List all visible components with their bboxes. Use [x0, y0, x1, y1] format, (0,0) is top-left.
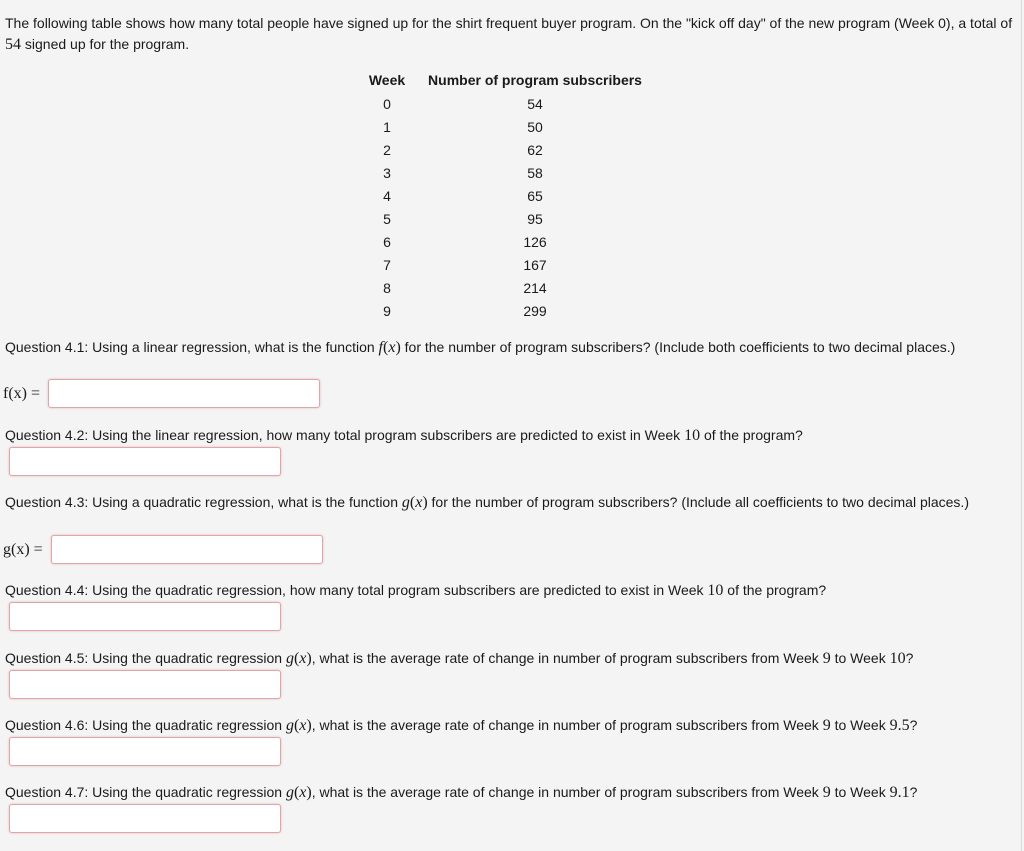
week-cell: 7: [383, 256, 391, 273]
week-cell: 0: [383, 95, 391, 112]
q2-week-number: 10: [684, 427, 701, 444]
question-4-1-answer-row: [3, 379, 320, 408]
question-4-7-text: [5, 782, 1010, 803]
q6-text-middle: , what is the average rate of change in number of program subscribers from Week: [311, 717, 823, 733]
question-4-4-text: [5, 580, 1010, 601]
q6-function-name: g: [285, 717, 294, 734]
question-4-3-text: [5, 492, 1010, 513]
question-4-6-text: [5, 715, 1010, 736]
intro-total-number: 54: [5, 36, 21, 53]
subscribers-cell: 95: [527, 210, 543, 227]
week-cell: 9: [383, 302, 391, 319]
q7-text-middle: , what is the average rate of change in number of program subscribers from Week: [311, 784, 823, 800]
intro-text-start: The following table shows how many total people have signed up for the shirt frequent buyer program. On the "kick off day" of the new program (Week 0), a total of: [5, 15, 1013, 31]
q7-text-start: Question 4.7: Using the quadratic regression: [5, 784, 286, 800]
q5-close-paren: ): [306, 650, 312, 667]
q7-function-name: g: [285, 784, 294, 801]
subscribers-cell: 58: [527, 164, 543, 181]
q7-to-week: 9.1: [889, 784, 910, 801]
q5-function-name: g: [285, 650, 294, 667]
q6-variable: x: [299, 717, 307, 734]
q1-variable: x: [388, 339, 396, 356]
table-row: [365, 92, 661, 115]
subscribers-cell: 54: [527, 95, 543, 112]
intro-paragraph: [5, 13, 1017, 55]
table-row: [365, 276, 661, 299]
question-4-5-text: [5, 648, 1010, 669]
question-4-3-answer-row: [3, 535, 323, 564]
table-row: [365, 253, 661, 276]
table-header-row: [365, 68, 661, 92]
q5-text-middle: , what is the average rate of change in number of program subscribers from Week: [311, 650, 823, 666]
f-of-x-label: f(x) =: [3, 384, 41, 402]
subscribers-column-header: Number of program subscribers: [428, 72, 642, 88]
week-cell: 5: [383, 210, 391, 227]
week-cell: 4: [383, 187, 391, 204]
intro-text-end: signed up for the program.: [21, 36, 190, 52]
q2-text-start: Question 4.2: Using the linear regression, how many total program subscribers are predicted to exist in Week: [5, 427, 685, 443]
q6-to-week: 9.5: [889, 717, 910, 734]
week-cell: 3: [383, 164, 391, 181]
week-cell: 8: [383, 279, 391, 296]
week-cell: 1: [383, 118, 391, 135]
subscribers-table: [365, 68, 661, 322]
q1-text-start: Question 4.1: Using a linear regression, what is the function: [5, 339, 375, 355]
q3-text-start: Question 4.3: Using a quadratic regression, what is the function: [5, 494, 402, 510]
q5-to-text: to Week: [830, 650, 890, 666]
question-4-2-answer-input[interactable]: [9, 447, 281, 476]
subscribers-cell: 62: [527, 141, 543, 158]
table-row: [365, 207, 661, 230]
q3-text-end: for the number of program subscribers? (Include all coefficients to two decimal places.): [427, 494, 969, 510]
table-row: [365, 161, 661, 184]
q7-close-paren: ): [306, 784, 312, 801]
q5-from-week: 9: [822, 650, 831, 667]
subscribers-cell: 50: [527, 118, 543, 135]
q6-text-start: Question 4.6: Using the quadratic regression: [5, 717, 286, 733]
q1-text-end: for the number of program subscribers? (Include both coefficients to two decimal places.): [400, 339, 956, 355]
q5-variable: x: [299, 650, 307, 667]
subscribers-cell: 167: [523, 256, 547, 273]
page-right-border: [1021, 0, 1022, 851]
q4-text-end: of the program?: [723, 582, 827, 598]
table-row: [365, 184, 661, 207]
q5-open-paren: (: [293, 650, 300, 667]
subscribers-cell: 65: [527, 187, 543, 204]
q6-text-end: ?: [909, 717, 918, 733]
question-4-7-answer-input[interactable]: [9, 804, 281, 833]
q4-week-number: 10: [707, 582, 724, 599]
q7-open-paren: (: [293, 784, 300, 801]
week-cell: 6: [383, 233, 391, 250]
subscribers-cell: 299: [523, 302, 547, 319]
table-row: [365, 230, 661, 253]
question-4-6-answer-input[interactable]: [9, 737, 281, 766]
q7-from-week: 9: [822, 784, 831, 801]
q6-from-week: 9: [822, 717, 831, 734]
q1-close-paren: ): [395, 339, 401, 356]
table-row: [365, 115, 661, 138]
q7-to-text: to Week: [830, 784, 890, 800]
table-row: [365, 299, 661, 322]
q3-variable: x: [415, 494, 423, 511]
q1-function-name: f: [378, 339, 383, 356]
q3-function-name: g: [401, 494, 410, 511]
q7-variable: x: [299, 784, 307, 801]
q1-open-paren: (: [383, 339, 389, 356]
week-cell: 2: [383, 141, 391, 158]
g-of-x-label: g(x) =: [3, 540, 43, 558]
q6-to-text: to Week: [830, 717, 890, 733]
q4-text-start: Question 4.4: Using the quadratic regression, how many total program subscribers are predicted to exist in Week: [5, 582, 708, 598]
question-4-2-text: [5, 425, 1010, 446]
q6-open-paren: (: [293, 717, 300, 734]
q5-text-start: Question 4.5: Using the quadratic regression: [5, 650, 286, 666]
question-4-4-answer-input[interactable]: [9, 602, 281, 631]
question-4-1-answer-input[interactable]: [48, 379, 320, 408]
q3-close-paren: ): [422, 494, 428, 511]
week-column-header: Week: [368, 72, 406, 88]
q6-close-paren: ): [306, 717, 312, 734]
q7-text-end: ?: [909, 784, 918, 800]
question-4-5-answer-input[interactable]: [9, 670, 281, 699]
subscribers-cell: 126: [523, 233, 547, 250]
q2-text-end: of the program?: [700, 427, 803, 443]
table-row: [365, 138, 661, 161]
question-4-3-answer-input[interactable]: [51, 535, 323, 564]
subscribers-cell: 214: [523, 279, 547, 296]
q3-open-paren: (: [409, 494, 416, 511]
q5-text-end: ?: [905, 650, 914, 666]
q5-to-week: 10: [889, 650, 906, 667]
question-4-1-text: [5, 337, 1010, 358]
